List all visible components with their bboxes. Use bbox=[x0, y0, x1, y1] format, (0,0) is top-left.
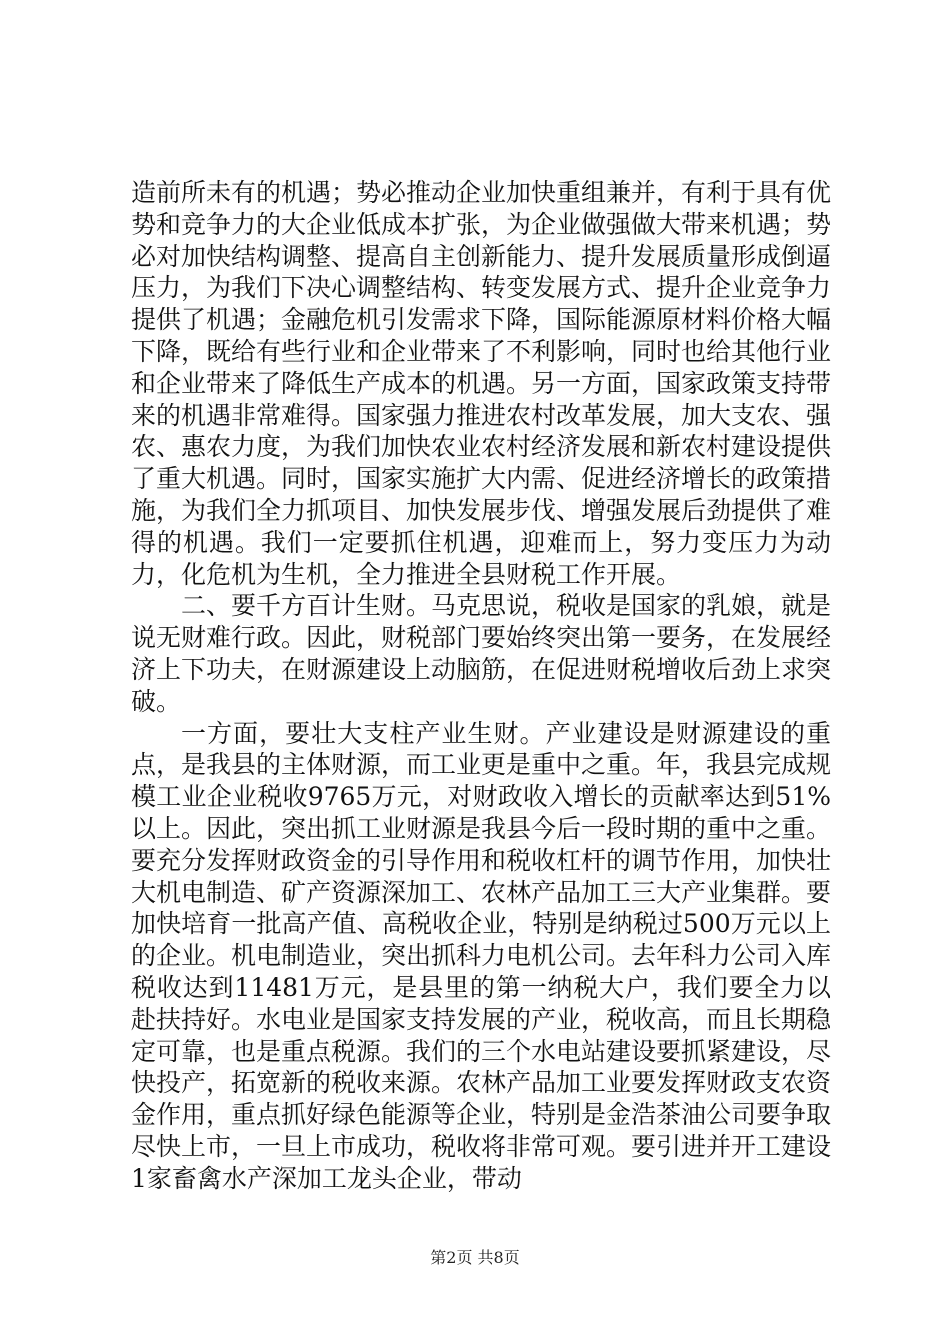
paragraph-2: 二、要千方百计生财。马克思说，税收是国家的乳娘，就是说无财难行政。因此，财税部门要始终突出第一要务，在发展经济上下功夫，在财源建设上动脑筋，在促进财税增收后劲上求突破。 bbox=[131, 591, 832, 716]
paragraph-3: 一方面，要壮大支柱产业生财。产业建设是财源建设的重点，是我县的主体财源，而工业更是重中之重。年，我县完成规模工业企业税收9765万元，对财政收入增长的贡献率达到51%以上。因此，突出抓工业财源是我县今后一段时期的重中之重。要充分发挥财政资金的引导作用和税收杠杆的调节作用，加快壮大机电制造、矿产资源深加工、农林产品加工三大产业集群。要加快培育一批高产值、高税收企业，特别是纳税过500万元以上的企业。机电制造业，突出抓科力电机公司。去年科力公司入库税收达到11481万元，是县里的第一纳税大户，我们要全力以赴扶持好。水电业是国家支持发展的产业，税收高，而且长期稳定可靠，也是重点税源。我们的三个水电站建设要抓紧建设，尽快投产，拓宽新的税收来源。农林产品加工业要发挥财政支农资金作用，重点抓好绿色能源等企业，特别是金浩茶油公司要争取尽快上市，一旦上市成功，税收将非常可观。要引进并开工建设1家畜禽水产深加工龙头企业，带动 bbox=[131, 718, 832, 1193]
paragraph-1: 造前所未有的机遇；势必推动企业加快重组兼并，有利于具有优势和竞争力的大企业低成本扩张，为企业做强做大带来机遇；势必对加快结构调整、提高自主创新能力、提升发展质量形成倒逼压力，为我们下决心调整结构、转变发展方式、提升企业竞争力提供了机遇；金融危机引发需求下降，国际能源原材料价格大幅下降，既给有些行业和企业带来了不利影响，同时也给其他行业和企业带来了降低生产成本的机遇。另一方面，国家政策支持带来的机遇非常难得。国家强力推进农村改革发展，加大支农、强农、惠农力度，为我们加快农业农村经济发展和新农村建设提供了重大机遇。同时，国家实施扩大内需、促进经济增长的政策措施，为我们全力抓项目、加快发展步伐、增强发展后劲提供了难得的机遇。我们一定要抓住机遇，迎难而上，努力变压力为动力，化危机为生机，全力推进全县财税工作开展。 bbox=[131, 178, 832, 589]
document-body bbox=[131, 177, 831, 1195]
page-number-footer: 第2页 共8页 bbox=[430, 1248, 520, 1267]
